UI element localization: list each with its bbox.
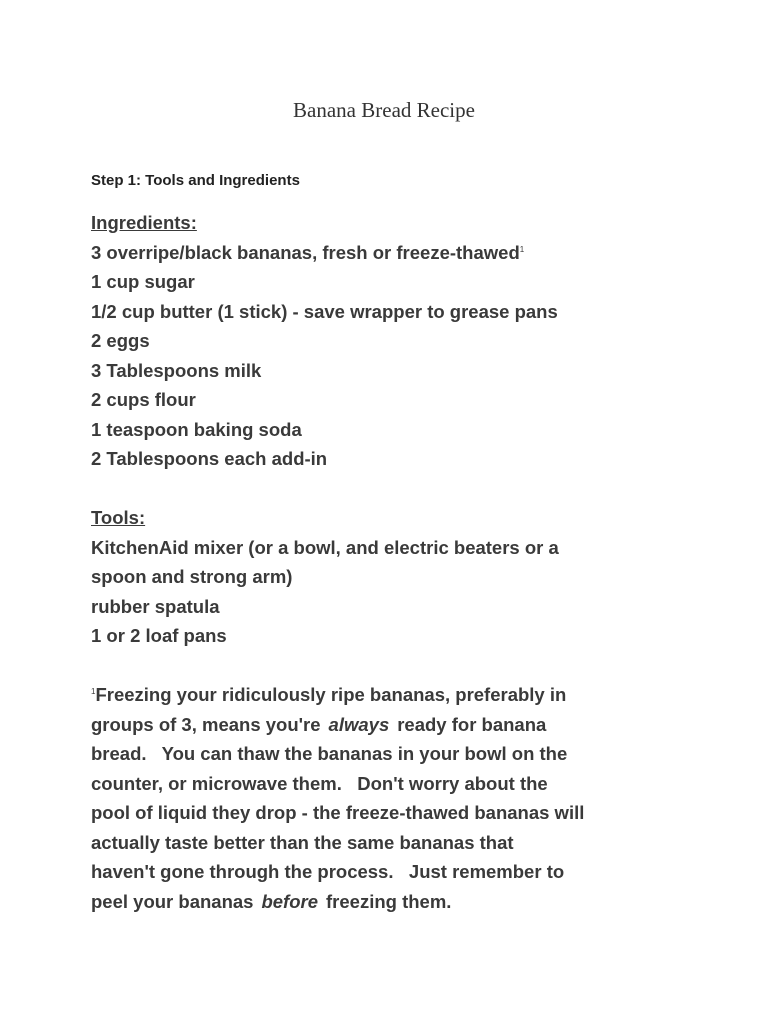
- ingredient-item: 1 cup sugar: [91, 271, 195, 292]
- footnote-line: actually taste better than the same bananas that: [91, 831, 514, 853]
- footnote-reference: 1: [519, 244, 525, 254]
- footnote-line: bread. You can thaw the bananas in your bowl on the: [91, 743, 568, 764]
- emphasis-always: always: [328, 713, 390, 735]
- page-title: Banana Bread Recipe: [293, 98, 475, 122]
- footnote-line: peel your bananas before freezing them.: [91, 890, 452, 912]
- ingredients-heading: Ingredients:: [91, 212, 197, 233]
- tools-heading: Tools:: [91, 507, 146, 528]
- spacer: [91, 651, 691, 681]
- footnote-line: counter, or microwave them. Don't worry about the: [91, 772, 548, 794]
- ingredient-item: 2 cups flour: [91, 389, 196, 410]
- footnote-mark: 1: [91, 686, 96, 696]
- recipe-text: [91, 208, 691, 916]
- tool-line: spoon and strong arm): [91, 566, 293, 587]
- step-heading: Step 1: Tools and Ingredients: [91, 172, 300, 189]
- ingredient-item: 3 overripe/black bananas, fresh or freeze-thawed$^1$: [91, 241, 525, 263]
- tool-line: 1 or 2 loaf pans: [91, 625, 227, 646]
- footnote-line: $^1$Freezing your ridiculously ripe bananas, preferably in: [91, 684, 567, 705]
- emphasis-before: before: [261, 890, 318, 912]
- document-body: [91, 168, 691, 916]
- ingredient-item: 2 Tablespoons each add-in: [91, 448, 328, 469]
- footnote-line: groups of 3, means you're always ready for banana: [91, 713, 547, 735]
- ingredient-item: 3 Tablespoons milk: [91, 359, 262, 381]
- footnote-line: pool of liquid they drop - the freeze-thawed bananas will: [91, 802, 585, 823]
- footnote: [91, 680, 691, 916]
- ingredient-item: 1 teaspoon baking soda: [91, 418, 302, 440]
- footnote-line: haven't gone through the process. Just remember to: [91, 861, 565, 882]
- tool-line: rubber spatula: [91, 595, 220, 617]
- ingredient-item: 1/2 cup butter (1 stick) - save wrapper to grease pans: [91, 300, 558, 322]
- tool-line: KitchenAid mixer (or a bowl, and electric beaters or a: [91, 536, 559, 558]
- spacer: [91, 474, 691, 504]
- ingredient-item: 2 eggs: [91, 330, 150, 351]
